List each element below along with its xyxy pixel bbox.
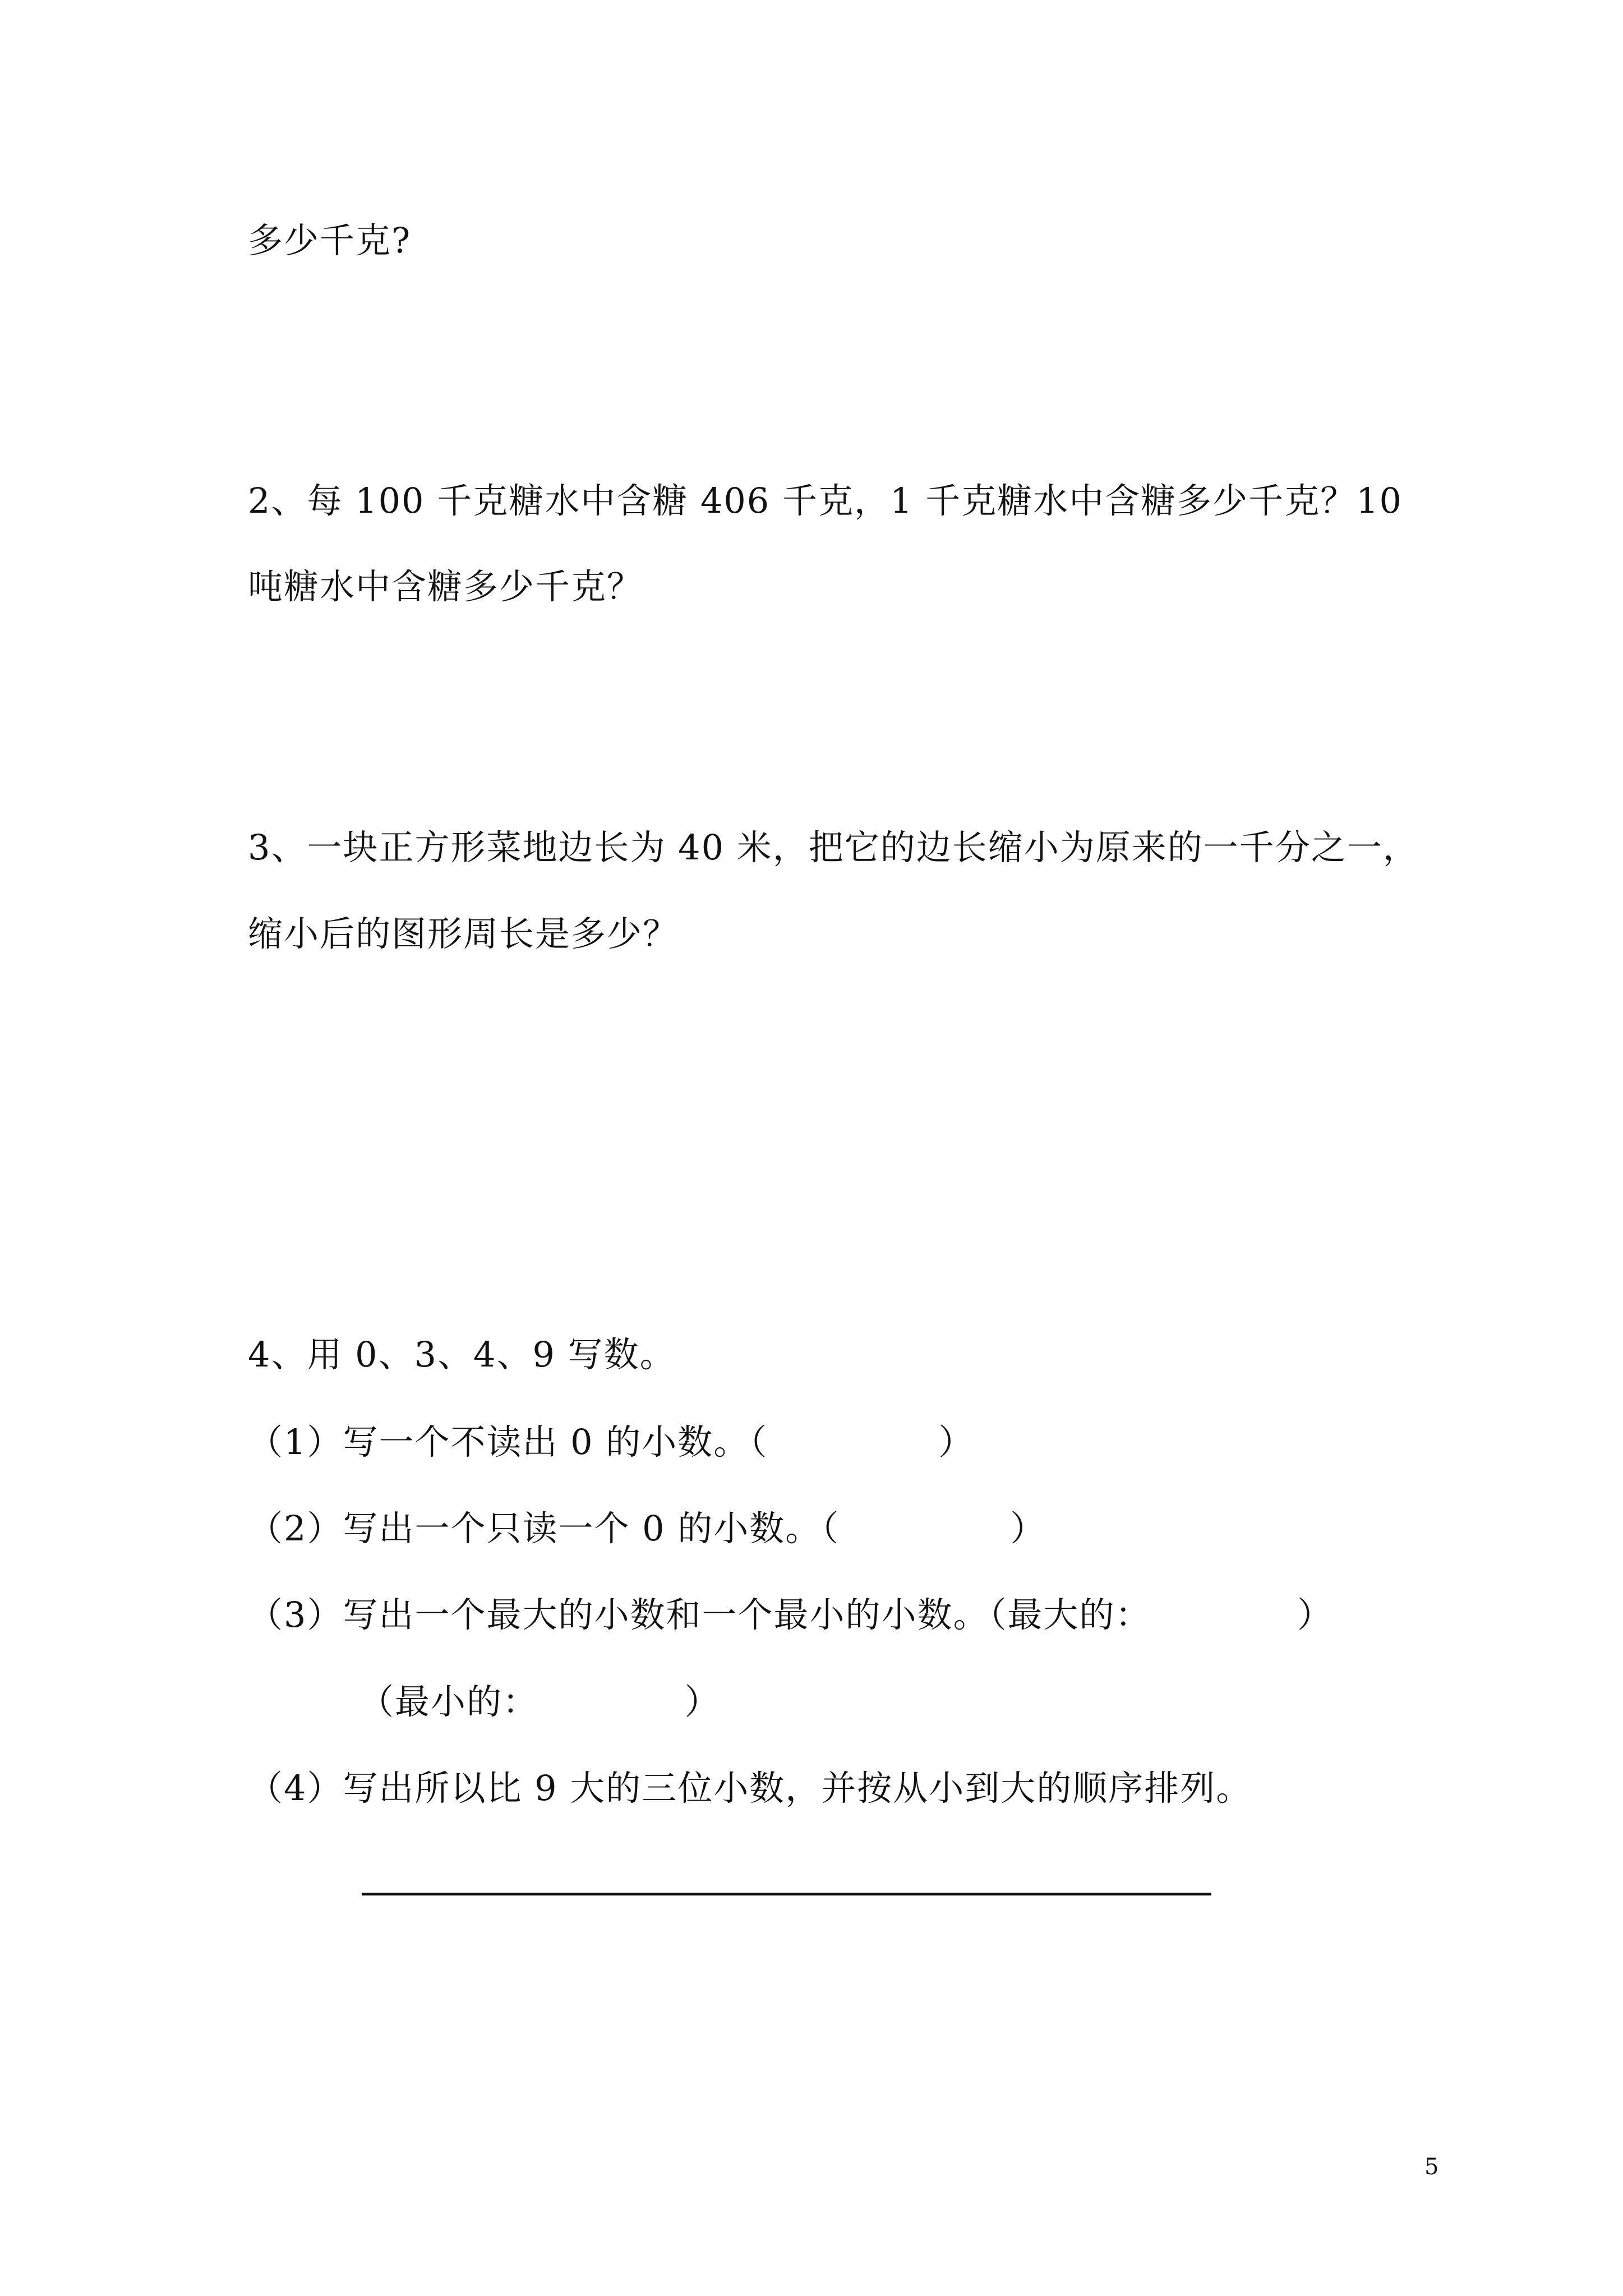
answer-line	[362, 1893, 1211, 1895]
question-4-part-2: （2）写出一个只读一个 0 的小数。（ ）	[248, 1508, 1046, 1549]
question-3-line-2: 缩小后的图形周长是多少？	[248, 913, 679, 954]
question-4-part-3: （3）写出一个最大的小数和一个最小的小数。（最大的： ）	[248, 1594, 1333, 1635]
question-4-title: 4、用 0、3、4、9 写数。	[248, 1334, 676, 1375]
question-2-line-1: 2、每 100 千克糖水中含糖 406 千克，1 千克糖水中含糖多少千克？10	[248, 480, 1403, 521]
page-number: 5	[1424, 2154, 1439, 2180]
question-3-line-1: 3、一块正方形菜地边长为 40 米，把它的边长缩小为原来的一千分之一，	[248, 827, 1419, 868]
question-4-part-3-minimum: （最小的： ）	[359, 1681, 721, 1722]
question-2-line-2: 吨糖水中含糖多少千克？	[248, 566, 643, 607]
continuation-line: 多少千克?	[248, 220, 412, 261]
question-4-part-1: （1）写一个不读出 0 的小数。（ ）	[248, 1421, 975, 1462]
question-4-part-4: （4）写出所以比 9 大的三位小数，并按从小到大的顺序排列。	[248, 1768, 1252, 1809]
